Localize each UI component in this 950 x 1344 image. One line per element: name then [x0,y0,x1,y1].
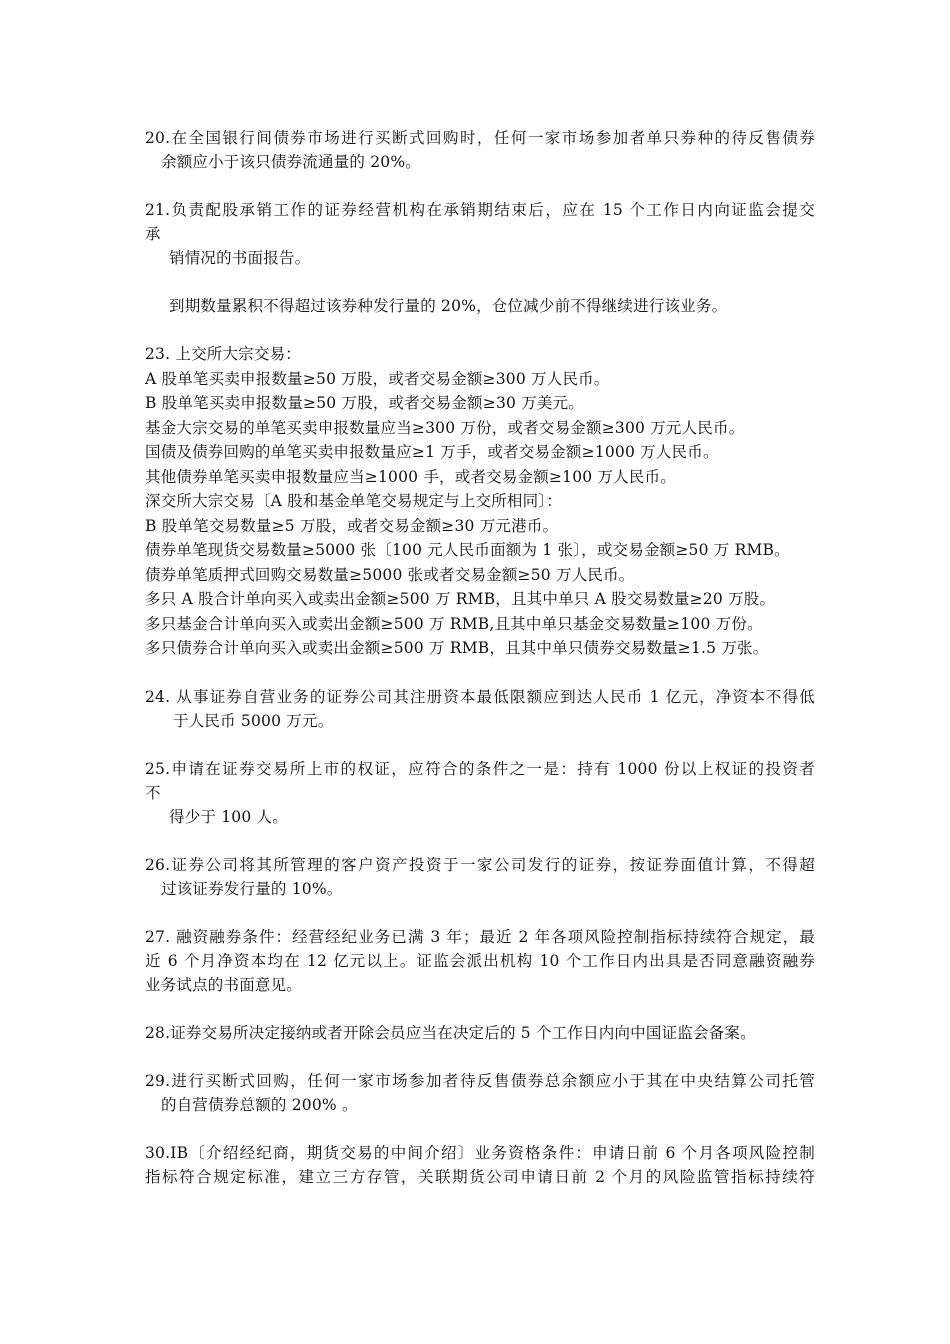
item-29-line-1: 29.进行买断式回购，任何一家市场参加者待反售债券总余额应小于其在中央结算公司托管 [145,1071,815,1090]
item-23-line: 其他债券单笔买卖申报数量应当≥1000 手，或者交易金额≥100 万人民币。 [145,467,676,486]
item-22-line-1: 到期数量累积不得超过该券种发行量的 20%，仓位减少前不得继续进行该业务。 [169,297,728,315]
item-25-line-1: 25.申请在证券交易所上市的权证，应符合的条件之一是：持有 1000 份以上权证的投资者 [145,759,815,778]
item-23-line: B 股单笔交易数量≥5 万股，或者交易金额≥30 万元港币。 [145,516,559,535]
item-30-line-1: 30.IB〔介绍经纪商，期货交易的中间介绍〕业务资格条件：申请日前 6 个月各项风险控制 [145,1143,815,1162]
item-22-fragment [145,294,815,318]
item-27 [145,925,815,997]
item-26-line-1: 26.证券公司将其所管理的客户资产投资于一家公司发行的证券，按证券面值计算，不得超 [145,855,815,874]
item-27-line-2: 近 6 个月净资本均在 12 亿元以上。证监会派出机构 10 个工作日内出具是否同意融资融券 [145,951,815,970]
item-20-line-1: 20.在全国银行间债券市场进行买断式回购时，任何一家市场参加者单只券种的待反售债券 [145,129,815,147]
item-25 [145,757,815,829]
item-25-line-2: 不 [145,783,161,802]
item-23-line: 23. 上交所大宗交易： [145,345,301,363]
item-27-line-3: 业务试点的书面意见。 [145,975,303,994]
item-29 [145,1069,815,1117]
item-21-line-2: 承 [145,225,161,243]
item-23-line: 国债及债券回购的单笔买卖申报数量应≥1 万手，或者交易金额≥1000 万人民币。 [145,443,719,461]
item-23-line: A 股单笔买卖申报数量≥50 万股，或者交易金额≥300 万人民币。 [145,369,610,388]
item-23-line: 债券单笔质押式回购交易数量≥5000 张或者交易金额≥50 万人民币。 [145,565,635,584]
item-23-line: B 股单笔买卖申报数量≥50 万股，或者交易金额≥30 万美元。 [145,394,584,412]
item-23-line: 多只基金合计单向买入或卖出金额≥500 万 RMB,且其中单只基金交易数量≥100 万份。 [145,614,763,633]
item-23-line: 深交所大宗交易〔A 股和基金单笔交易规定与上交所相同〕： [145,492,562,510]
item-20 [145,126,815,174]
item-21 [145,198,815,270]
item-24 [145,685,815,733]
item-23-line: 多只债券合计单向买入或卖出金额≥500 万 RMB，且其中单只债券交易数量≥1.5 万张。 [145,639,769,657]
item-30-line-2: 指标符合规定标准，建立三方存管，关联期货公司申请日前 2 个月的风险监管指标持续符 [145,1167,815,1186]
item-28 [145,1021,815,1045]
document-page [145,126,815,1213]
item-20-line-2: 余额应小于该只债券流通量的 20%。 [161,153,421,171]
item-26 [145,853,815,901]
item-23 [145,342,815,661]
item-24-line-1: 24. 从事证券自营业务的证券公司其注册资本最低限额应到达人民币 1 亿元，净资本不得低 [145,687,815,706]
item-27-line-1: 27. 融资融券条件：经营经纪业务已满 3 年；最近 2 年各项风险控制指标持续符合规定，最 [145,927,815,946]
item-30 [145,1141,815,1189]
item-24-line-2: 于人民币 5000 万元。 [173,711,334,730]
item-21-line-3: 销情况的书面报告。 [169,249,311,267]
item-21-line-1: 21.负责配股承销工作的证券经营机构在承销期结束后，应在 15 个工作日内向证监会提交 [145,201,815,219]
item-29-line-2: 的自营债券总额的 200% 。 [161,1095,358,1114]
item-23-line: 基金大宗交易的单笔买卖申报数量应当≥300 万份，或者交易金额≥300 万元人民币。 [145,418,745,437]
item-25-line-3: 得少于 100 人。 [169,807,288,826]
item-23-line: 多只 A 股合计单向买入或卖出金额≥500 万 RMB，且其中单只 A 股交易数量≥20 万股。 [145,590,776,608]
item-23-line: 债券单笔现货交易数量≥5000 张〔100 元人民币面额为 1 张〕，或交易金额≥50 万 RMB。 [145,541,790,559]
item-26-line-2: 过该证券发行量的 10%。 [161,879,343,898]
item-28-line-1: 28.证券交易所决定接纳或者开除会员应当在决定后的 5 个工作日内向中国证监会备案。 [145,1023,756,1042]
